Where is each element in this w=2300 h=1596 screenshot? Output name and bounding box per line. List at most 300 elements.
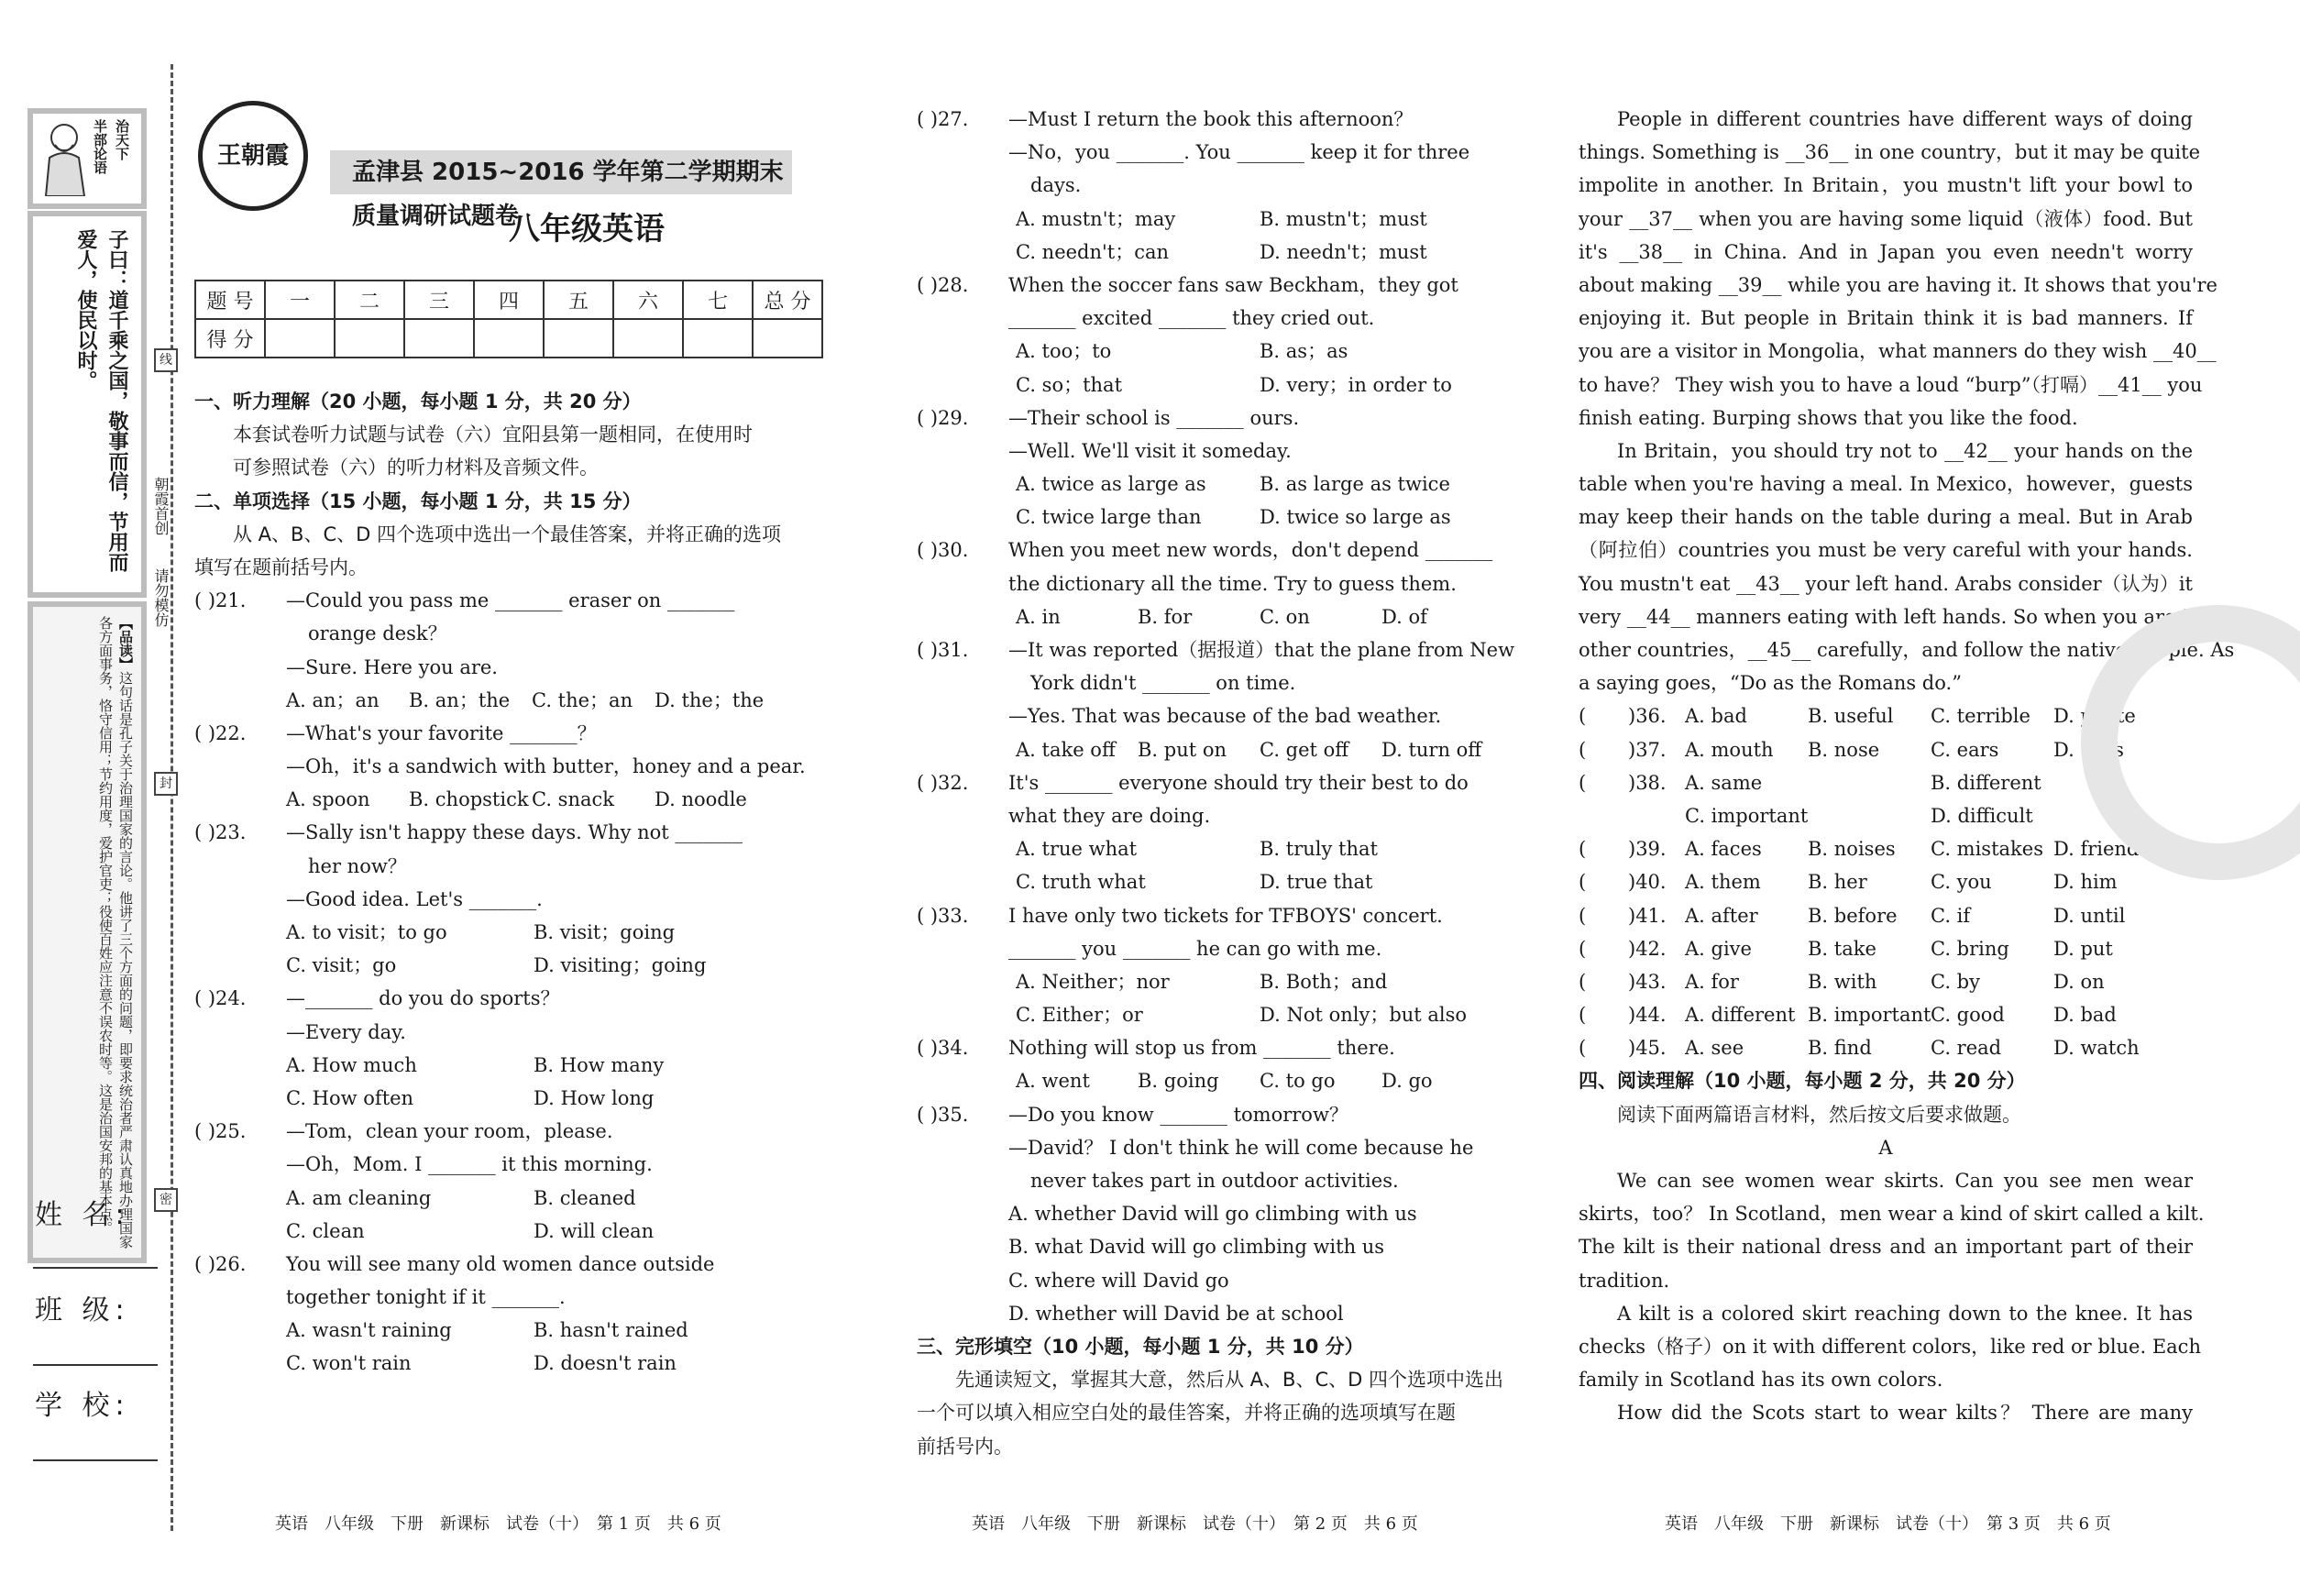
option-text: A. spoon bbox=[286, 788, 370, 811]
cloze-passage-line: very __44__ manners eating with left hands. So when you are in bbox=[1579, 605, 2201, 628]
answer-bracket[interactable]: ( )28. bbox=[917, 273, 969, 296]
answer-bracket[interactable]: ( )34. bbox=[917, 1037, 969, 1060]
question-text: —Must I return the book this afternoon？ bbox=[1008, 108, 1414, 130]
instruction-text: 从 A、B、C、D 四个选项中选出一个最佳答案，并将正确的选项 bbox=[233, 523, 781, 545]
score-cell: 七 bbox=[683, 281, 753, 319]
option-row bbox=[917, 468, 1503, 501]
option-text: C. you bbox=[1931, 871, 1992, 894]
instruction-text: 可参照试卷（六）的听力材料及音频文件。 bbox=[233, 457, 599, 479]
question-text: —Tom，clean your room，please. bbox=[286, 1120, 613, 1143]
option-text: A. after bbox=[1685, 904, 1758, 927]
reading-passage-line: family in Scotland has its own colors. bbox=[1579, 1369, 1943, 1392]
cloze-option-row bbox=[1579, 832, 2193, 865]
option-row bbox=[917, 965, 1503, 998]
option-row bbox=[917, 600, 1503, 633]
question-line: —Good idea. Let's _______. bbox=[286, 887, 543, 910]
option-text: D. watch bbox=[2053, 1037, 2140, 1060]
option-row bbox=[917, 369, 1503, 402]
question-stem bbox=[917, 766, 1503, 799]
option-text: B. How many bbox=[534, 1053, 665, 1076]
question-text: —Could you pass me _______ eraser on _______ bbox=[286, 589, 735, 612]
option-text: A. Neither；nor bbox=[1016, 970, 1170, 993]
option-text: A. too；to bbox=[1016, 340, 1112, 363]
option-row bbox=[194, 783, 809, 816]
option-text: D. very；in order to bbox=[1260, 373, 1452, 396]
question-stem bbox=[917, 269, 1503, 302]
question-line: _______ you _______ he can go with me. bbox=[1008, 937, 1382, 960]
question-stem bbox=[917, 103, 1503, 136]
option-text: A. faces bbox=[1685, 838, 1762, 861]
question-line: orange desk？ bbox=[308, 622, 447, 645]
score-cell[interactable] bbox=[265, 319, 335, 358]
question-line: _______ excited _______ they cried out. bbox=[1008, 307, 1375, 330]
option-text: C. visit；go bbox=[286, 954, 397, 977]
question-text: I have only two tickets for TFBOYS' concert. bbox=[1008, 904, 1443, 927]
option-row bbox=[917, 832, 1503, 865]
page-footer-1: 英语 八年级 下册 新课标 试卷（十） 第 1 页 共 6 页 bbox=[275, 1514, 721, 1534]
option-text: D. Not only；but also bbox=[1260, 1004, 1468, 1027]
binding-side-text-2: 请勿模仿 bbox=[152, 568, 170, 627]
question-stem bbox=[917, 1031, 1503, 1064]
question-line: —Well. We'll visit it someday. bbox=[1008, 439, 1292, 462]
option-text: D. will clean bbox=[534, 1219, 655, 1242]
cloze-passage-line: People in different countries have different ways of doing bbox=[1617, 108, 2193, 130]
question-stem bbox=[194, 1115, 809, 1148]
cloze-passage-line: may keep their hands on the table during a meal. But in Arab bbox=[1579, 506, 2193, 529]
question-line: —Sure. Here you are. bbox=[286, 655, 498, 678]
option-text: B. mustn't；must bbox=[1260, 207, 1427, 230]
option-text: D. eyes bbox=[2053, 738, 2124, 761]
option-text: B. chopstick bbox=[409, 788, 529, 811]
answer-bracket[interactable]: ( )26. bbox=[194, 1252, 247, 1275]
score-cell: 总 分 bbox=[753, 281, 822, 319]
question-line: D. whether will David be at school bbox=[1008, 1302, 1344, 1325]
option-text: D. polite bbox=[2053, 705, 2136, 728]
cloze-passage-line: about making __39__ while you are having it. It shows that you're bbox=[1579, 273, 2217, 296]
question-line: C. where will David go bbox=[1008, 1269, 1229, 1292]
portrait-box bbox=[28, 108, 147, 209]
quote-box bbox=[28, 211, 147, 598]
exam-subtitle: 八年级英语 bbox=[509, 211, 665, 248]
option-text: A. bad bbox=[1685, 705, 1747, 728]
question-text: —It was reported（据报道）that the plane from New bbox=[1008, 639, 1515, 661]
instruction-text: 本套试卷听力试题与试卷（六）宜阳县第一题相同，在使用时 bbox=[233, 424, 753, 446]
page-footer-3: 英语 八年级 下册 新课标 试卷（十） 第 3 页 共 6 页 bbox=[1665, 1514, 2111, 1534]
option-text: A. them bbox=[1685, 871, 1761, 894]
option-text: A. to visit；to go bbox=[286, 921, 447, 943]
option-text: C. Either；or bbox=[1016, 1004, 1143, 1027]
score-cell: 四 bbox=[474, 281, 544, 319]
question-line: —No，you _______. You _______ keep it for three bbox=[1008, 141, 1470, 164]
question-stem bbox=[194, 816, 809, 849]
question-number: )39. bbox=[1628, 838, 1667, 861]
question-number: )45. bbox=[1628, 1037, 1667, 1060]
option-row bbox=[194, 1082, 809, 1115]
score-cell[interactable] bbox=[404, 319, 474, 358]
question-text: It's _______ everyone should try their best to do bbox=[1008, 771, 1469, 794]
comment-box bbox=[28, 601, 147, 1263]
option-text: C. twice large than bbox=[1016, 506, 1202, 529]
option-text: B. as；as bbox=[1260, 340, 1348, 363]
option-text: C. needn't；can bbox=[1016, 240, 1170, 263]
instruction-text: 先通读短文，掌握其大意，然后从 A、B、C、D 四个选项中选出 bbox=[955, 1369, 1503, 1392]
question-line: —Yes. That was because of the bad weather. bbox=[1008, 705, 1442, 728]
option-text: A. same bbox=[1685, 771, 1763, 794]
option-text: B. different bbox=[1931, 771, 2041, 794]
section-heading: 一、听力理解（20 小题，每小题 1 分，共 20 分） bbox=[194, 391, 642, 413]
answer-bracket[interactable]: ( bbox=[1579, 1037, 1587, 1060]
cloze-option-row bbox=[1579, 865, 2193, 898]
option-text: C. good bbox=[1931, 1004, 2005, 1027]
binding-mark-secret: 密 bbox=[154, 1188, 178, 1212]
cloze-passage-line: enjoying it. But people in Britain think it is bad manners. If bbox=[1579, 307, 2193, 330]
option-text: A. am cleaning bbox=[286, 1186, 432, 1209]
answer-bracket[interactable]: ( )21. bbox=[194, 589, 247, 612]
score-cell: 一 bbox=[265, 281, 335, 319]
reading-passage-line: tradition. bbox=[1579, 1269, 1670, 1292]
cloze-passage-line: it's __38__ in China. And in Japan you even needn't worry bbox=[1579, 240, 2193, 263]
cloze-option-row bbox=[1579, 965, 2193, 998]
option-text: A. take off bbox=[1016, 738, 1116, 761]
option-text: C. terrible bbox=[1931, 705, 2030, 728]
option-text: D. until bbox=[2053, 904, 2126, 927]
option-text: A. different bbox=[1685, 1004, 1796, 1027]
option-text: C. bring bbox=[1931, 937, 2009, 960]
score-cell[interactable] bbox=[683, 319, 753, 358]
question-text: When the soccer fans saw Beckham，they got bbox=[1008, 273, 1458, 296]
binding-mark-line: 线 bbox=[154, 348, 178, 372]
option-text: D. go bbox=[1381, 1070, 1433, 1093]
answer-bracket[interactable]: ( )30. bbox=[917, 539, 969, 562]
reading-passage-line: We can see women wear skirts. Can you see men wear bbox=[1617, 1170, 2193, 1192]
confucius-portrait-icon bbox=[37, 117, 92, 196]
score-cell[interactable] bbox=[613, 319, 683, 358]
score-table-score-row bbox=[195, 319, 822, 358]
answer-bracket[interactable]: ( bbox=[1579, 1004, 1587, 1027]
option-text: B. before bbox=[1808, 904, 1898, 927]
option-text: C. important bbox=[1685, 804, 1809, 827]
option-text: D. difficult bbox=[1931, 804, 2033, 827]
question-stem bbox=[194, 982, 809, 1015]
cloze-passage-line: you are a visitor in Mongolia，what manners do they wish __40__ bbox=[1579, 340, 2217, 363]
option-text: D. him bbox=[2053, 871, 2118, 894]
question-number: )37. bbox=[1628, 738, 1667, 761]
option-text: C. to go bbox=[1260, 1070, 1336, 1093]
question-line: the dictionary all the time. Try to guess them. bbox=[1008, 572, 1457, 595]
answer-bracket[interactable]: ( bbox=[1579, 705, 1587, 728]
option-row bbox=[917, 203, 1503, 236]
answer-bracket bbox=[1579, 799, 1628, 832]
option-row bbox=[917, 865, 1503, 898]
option-text: A. went bbox=[1016, 1070, 1090, 1093]
option-text: D. How long bbox=[534, 1086, 655, 1109]
score-cell: 题 号 bbox=[195, 281, 265, 319]
option-text: D. turn off bbox=[1381, 738, 1482, 761]
answer-bracket[interactable]: ( )29. bbox=[917, 406, 969, 429]
cloze-passage-line: to have？ They wish you to have a loud “burp”（打嗝）__41__ you bbox=[1579, 373, 2203, 396]
answer-bracket[interactable]: ( )31. bbox=[917, 639, 969, 661]
answer-bracket[interactable]: ( )35. bbox=[917, 1103, 969, 1126]
column-1 bbox=[194, 385, 809, 1381]
score-cell[interactable] bbox=[335, 319, 404, 358]
option-text: C. How often bbox=[286, 1086, 414, 1109]
binding-dashed-line bbox=[171, 64, 173, 1531]
question-line: B. what David will go climbing with us bbox=[1008, 1236, 1385, 1259]
score-cell[interactable] bbox=[753, 319, 822, 358]
comment-text bbox=[95, 616, 136, 1249]
section-heading: 四、阅读理解（10 小题，每小题 2 分，共 20 分） bbox=[1579, 1070, 2026, 1093]
option-row bbox=[917, 335, 1503, 368]
question-line: together tonight if it _______. bbox=[286, 1286, 566, 1309]
question-number: )41. bbox=[1628, 904, 1667, 927]
answer-bracket[interactable]: ( bbox=[1579, 771, 1587, 794]
instruction-text: 一个可以填入相应空白处的最佳答案，并将正确的选项填写在题 bbox=[917, 1402, 1456, 1425]
option-text bbox=[1808, 766, 1931, 799]
instruction-text: 前括号内。 bbox=[917, 1435, 1013, 1458]
cloze-passage-line: In Britain，you should try not to __42__ your hands on the bbox=[1617, 439, 2193, 462]
answer-bracket[interactable]: ( bbox=[1579, 738, 1587, 761]
question-text: —Their school is _______ ours. bbox=[1008, 406, 1300, 429]
question-line: her now？ bbox=[308, 854, 407, 877]
option-text: B. take bbox=[1808, 937, 1876, 960]
answer-bracket[interactable]: ( bbox=[1579, 937, 1587, 960]
question-text: —_______ do you do sports？ bbox=[286, 987, 560, 1010]
option-row bbox=[194, 1182, 809, 1215]
score-cell[interactable] bbox=[474, 319, 544, 358]
brand-logo: 王朝霞 bbox=[198, 101, 308, 211]
answer-bracket[interactable]: ( bbox=[1579, 904, 1587, 927]
cloze-passage-line: other countries，__45__ carefully，and follow the native people. As bbox=[1579, 639, 2235, 661]
class-field[interactable] bbox=[33, 1364, 158, 1366]
option-text: B. going bbox=[1138, 1070, 1219, 1093]
option-text: C. get off bbox=[1260, 738, 1349, 761]
option-text: B. noises bbox=[1808, 838, 1896, 861]
score-table-header-row bbox=[195, 281, 822, 319]
option-text: B. important bbox=[1808, 1004, 1931, 1027]
option-text: D. friends bbox=[2053, 838, 2150, 861]
section-heading: 二、单项选择（15 小题，每小题 1 分，共 15 分） bbox=[194, 490, 642, 512]
option-text: B. useful bbox=[1808, 705, 1894, 728]
cloze-passage-line: things. Something is __36__ in one country，but it may be quite bbox=[1579, 141, 2200, 164]
option-text: A. How much bbox=[286, 1053, 417, 1076]
column-2 bbox=[917, 103, 1515, 1463]
reading-passage-line: checks（格子）on it with different colors，like red or blue. Each bbox=[1579, 1335, 2201, 1358]
option-text: B. for bbox=[1138, 605, 1193, 628]
option-text: A. mustn't；may bbox=[1016, 207, 1176, 230]
question-stem bbox=[917, 633, 1515, 666]
question-stem bbox=[917, 402, 1503, 435]
school-field[interactable] bbox=[33, 1459, 158, 1461]
cloze-passage-line: your __37__ when you are having some liquid（液体）food. But bbox=[1579, 207, 2193, 230]
question-text: When you meet new words，don't depend _______ bbox=[1008, 539, 1493, 562]
option-text: D. doesn't rain bbox=[534, 1352, 677, 1375]
score-cell: 得 分 bbox=[195, 319, 265, 358]
option-text: A. twice as large as bbox=[1016, 473, 1206, 496]
option-text: A. in bbox=[1016, 605, 1061, 628]
option-row bbox=[917, 1064, 1503, 1097]
score-cell[interactable] bbox=[544, 319, 613, 358]
option-text: C. read bbox=[1931, 1037, 2002, 1060]
instruction-text: 填写在题前括号内。 bbox=[194, 556, 368, 578]
option-text: D. of bbox=[1381, 605, 1427, 628]
option-text: C. if bbox=[1931, 904, 1971, 927]
option-row bbox=[194, 684, 809, 717]
option-text: A. mouth bbox=[1685, 738, 1774, 761]
option-text: C. snack bbox=[532, 788, 614, 811]
binding-mark-seal: 封 bbox=[154, 772, 178, 796]
question-stem bbox=[194, 1248, 809, 1281]
answer-bracket[interactable]: ( )32. bbox=[917, 771, 969, 794]
option-text: D. visiting；going bbox=[534, 954, 707, 977]
option-text: B. truly that bbox=[1260, 838, 1378, 861]
cloze-option-row bbox=[1579, 1031, 2193, 1064]
answer-bracket[interactable]: ( )33. bbox=[917, 904, 969, 927]
question-stem bbox=[194, 584, 809, 617]
option-text: A. wasn't raining bbox=[286, 1319, 452, 1342]
option-text: D. put bbox=[2053, 937, 2113, 960]
option-text: D. the；the bbox=[655, 688, 765, 711]
answer-bracket[interactable]: ( )27. bbox=[917, 108, 969, 130]
cloze-option-row bbox=[1579, 998, 2193, 1031]
cloze-passage-line: You mustn't eat __43__ your left hand. Arabs consider（认为）it bbox=[1579, 572, 2193, 595]
answer-bracket[interactable]: ( )22. bbox=[194, 721, 247, 744]
option-text: B. find bbox=[1808, 1037, 1872, 1060]
question-line: —Every day. bbox=[286, 1020, 406, 1043]
option-text: D. needn't；must bbox=[1260, 240, 1427, 263]
school-label: 学 校: bbox=[35, 1390, 130, 1422]
reading-passage-line: A kilt is a colored skirt reaching down to the knee. It has bbox=[1617, 1302, 2193, 1325]
option-text: C. mistakes bbox=[1931, 838, 2043, 861]
option-row bbox=[194, 1049, 809, 1082]
cloze-passage-line: finish eating. Burping shows that you like the food. bbox=[1579, 406, 2078, 429]
option-text: D. bad bbox=[2053, 1004, 2117, 1027]
answer-bracket[interactable]: ( bbox=[1579, 838, 1587, 861]
question-text: —Sally isn't happy these days. Why not _______ bbox=[286, 821, 743, 844]
score-cell: 二 bbox=[335, 281, 404, 319]
reading-passage-line: How did the Scots start to wear kilts？ There are many bbox=[1617, 1402, 2193, 1425]
answer-bracket[interactable]: ( )23. bbox=[194, 821, 247, 844]
question-number: )38. bbox=[1628, 771, 1667, 794]
passage-label: A bbox=[1878, 1136, 1893, 1159]
binding-side-text-1: 朝霞首创 bbox=[152, 477, 170, 535]
section-heading: 三、完形填空（10 小题，每小题 1 分，共 10 分） bbox=[917, 1335, 1364, 1358]
option-text: D. twice so large as bbox=[1260, 506, 1451, 529]
answer-bracket[interactable]: ( bbox=[1579, 970, 1587, 993]
name-label: 姓 名: bbox=[35, 1199, 130, 1231]
question-line: —Oh，it's a sandwich with butter，honey and a pear. bbox=[286, 755, 806, 778]
comment-title: 【品读】 bbox=[117, 616, 134, 671]
cloze-passage-line: a saying goes，“Do as the Romans do.” bbox=[1579, 672, 1962, 695]
cloze-option-row bbox=[1579, 932, 2193, 965]
option-text: A. true what bbox=[1016, 838, 1138, 861]
cloze-passage-line: table when you're having a meal. In Mexico，however，guests bbox=[1579, 473, 2193, 496]
question-stem bbox=[917, 899, 1503, 932]
option-row bbox=[917, 236, 1503, 269]
option-text: B. an；the bbox=[409, 688, 511, 711]
option-text: D. on bbox=[2053, 970, 2105, 993]
option-row bbox=[194, 1215, 809, 1248]
exam-title: 孟津县 2015~2016 学年第二学期期末质量调研试题卷 bbox=[330, 150, 792, 194]
option-row bbox=[917, 998, 1503, 1031]
answer-bracket[interactable]: ( )24. bbox=[194, 987, 247, 1010]
question-number: )40. bbox=[1628, 871, 1667, 894]
question-line: —Oh，Mom. I _______ it this morning. bbox=[286, 1153, 653, 1176]
score-table bbox=[194, 280, 823, 358]
option-text: B. hasn't rained bbox=[534, 1319, 688, 1342]
option-text: A. an；an bbox=[286, 688, 380, 711]
portrait-caption-1: 半部论语 bbox=[92, 119, 108, 174]
option-text: B. put on bbox=[1138, 738, 1227, 761]
option-row bbox=[194, 916, 809, 949]
score-cell: 六 bbox=[613, 281, 683, 319]
question-number: )36. bbox=[1628, 705, 1667, 728]
instruction-text: 阅读下面两篇语言材料，然后按文后要求做题。 bbox=[1617, 1103, 2021, 1126]
question-number: )43. bbox=[1628, 970, 1667, 993]
option-row bbox=[917, 501, 1503, 534]
option-text: C. clean bbox=[286, 1219, 365, 1242]
option-text: B. cleaned bbox=[534, 1186, 636, 1209]
option-text: B. Both；and bbox=[1260, 970, 1388, 993]
cloze-passage-line: impolite in another. In Britain，you mustn't lift your bowl to bbox=[1579, 174, 2193, 197]
question-number: )42. bbox=[1628, 937, 1667, 960]
option-text: C. by bbox=[1931, 970, 1980, 993]
option-text: B. her bbox=[1808, 871, 1867, 894]
option-text: A. for bbox=[1685, 970, 1739, 993]
name-field[interactable] bbox=[33, 1267, 158, 1269]
cloze-passage-line: （阿拉伯）countries you must be very careful with your hands. bbox=[1579, 539, 2193, 562]
question-text: Nothing will stop us from _______ there. bbox=[1008, 1037, 1395, 1060]
portrait-caption-2: 治天下 bbox=[114, 119, 130, 160]
option-text bbox=[1808, 799, 1931, 832]
question-line: days. bbox=[1030, 174, 1082, 197]
option-text: B. visit；going bbox=[534, 921, 676, 943]
score-cell: 五 bbox=[544, 281, 613, 319]
option-row bbox=[194, 1347, 809, 1380]
option-text: C. on bbox=[1260, 605, 1310, 628]
question-number bbox=[1628, 799, 1685, 832]
option-text: C. so；that bbox=[1016, 373, 1123, 396]
answer-bracket[interactable]: ( )25. bbox=[194, 1120, 247, 1143]
question-text: You will see many old women dance outside bbox=[286, 1252, 715, 1275]
question-stem bbox=[194, 717, 809, 750]
comment-body: 这句话是孔子关于治理国家的言论。他讲了三个方面的问题，即要求统治者严肃认真地办理国家各方面事务，恪守信用；节约用度，爱护官吏；役使百姓应注意不误农时等。这是治国安邦的基本点。 bbox=[97, 616, 134, 1249]
option-row bbox=[194, 949, 809, 982]
option-text: D. true that bbox=[1260, 871, 1373, 894]
option-text: D. noodle bbox=[655, 788, 747, 811]
confucius-quote: 子曰：道千乘之国，敬事而信，节用而爱人，使民以时。 bbox=[74, 229, 128, 572]
option-text: C. ears bbox=[1931, 738, 1999, 761]
class-label: 班 级: bbox=[35, 1294, 130, 1326]
question-line: never takes part in outdoor activities. bbox=[1030, 1170, 1399, 1192]
option-text: A. give bbox=[1685, 937, 1752, 960]
score-cell: 三 bbox=[404, 281, 474, 319]
option-text: B. with bbox=[1808, 970, 1877, 993]
option-row bbox=[917, 733, 1503, 766]
option-text: C. won't rain bbox=[286, 1352, 412, 1375]
reading-passage-line: skirts，too？ In Scotland，men wear a kind of skirt called a kilt. bbox=[1579, 1203, 2205, 1226]
option-text: C. the；an bbox=[532, 688, 633, 711]
question-number: )44. bbox=[1628, 1004, 1667, 1027]
cloze-option-row bbox=[1579, 899, 2193, 932]
question-line: York didn't _______ on time. bbox=[1030, 672, 1296, 695]
answer-bracket[interactable]: ( bbox=[1579, 871, 1587, 894]
question-line: what they are doing. bbox=[1008, 804, 1211, 827]
option-text: C. truth what bbox=[1016, 871, 1146, 894]
option-text: A. see bbox=[1685, 1037, 1744, 1060]
question-text: —Do you know _______ tomorrow？ bbox=[1008, 1103, 1348, 1126]
option-text: B. as large as twice bbox=[1260, 473, 1450, 496]
question-line: —David？ I don't think he will come because he bbox=[1008, 1136, 1474, 1159]
